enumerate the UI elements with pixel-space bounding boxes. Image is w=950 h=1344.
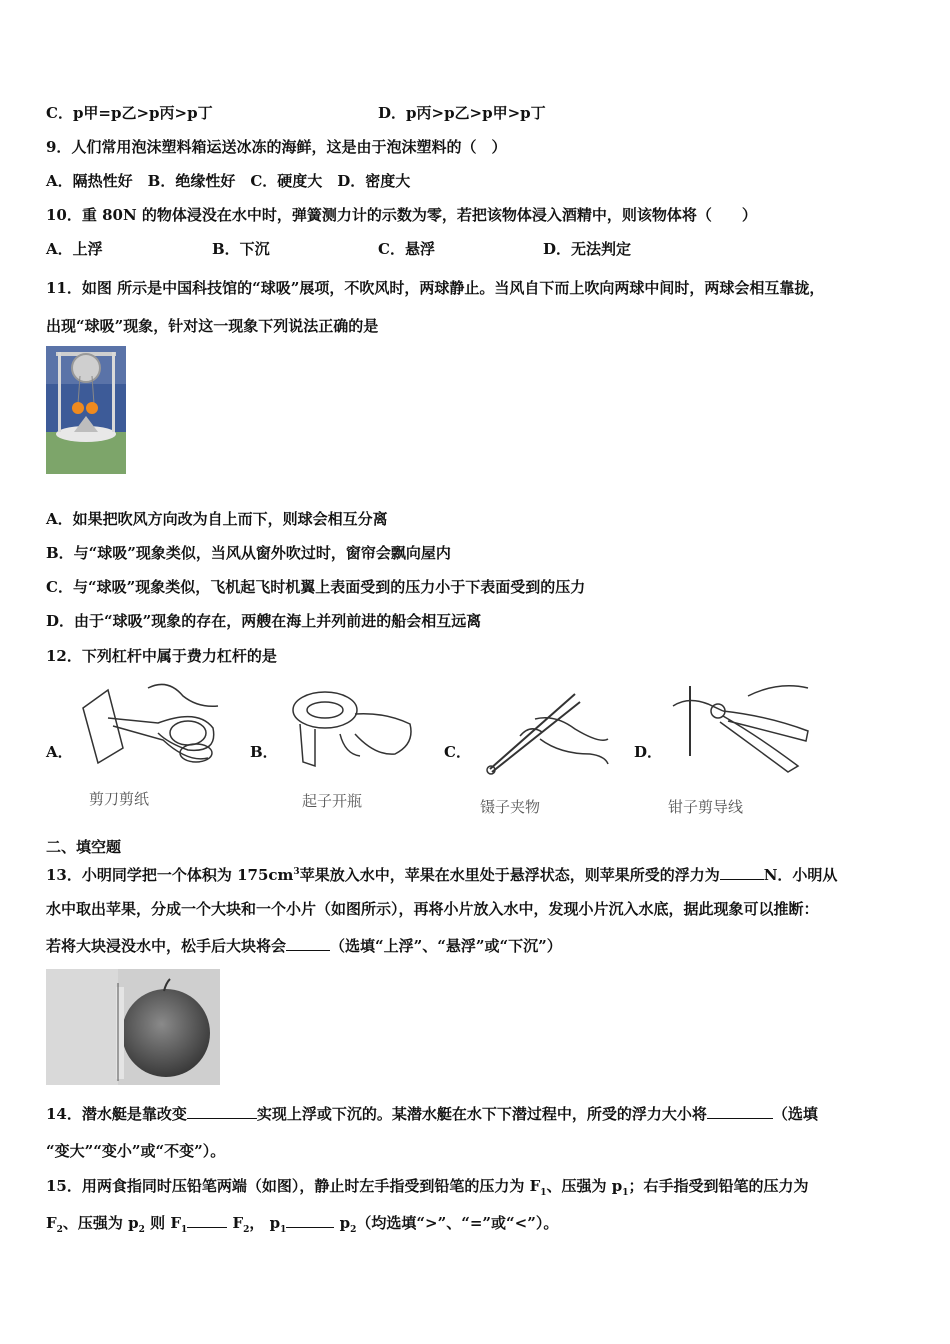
q12-caption-d: 钳子剪导线: [668, 798, 744, 816]
q9-options: A．隔热性好 B．绝缘性好 C．硬度大 D．密度大: [46, 172, 411, 190]
q13-line1: 13．小明同学把一个体积为 $175cm^3$苹果放入水中，苹果在水里处于悬浮状态，则苹果所受的浮力为 N．小明从: [46, 866, 838, 884]
q10-option-a: A．上浮: [46, 240, 103, 258]
q10-option-d: D．无法判定: [543, 240, 632, 258]
q15-line1: 15．用两食指同时压铅笔两端（如图），静止时左手指受到铅笔的压力为 $F_1$、压强为 $p_1$；右手指受到铅笔的压力为: [46, 1177, 809, 1198]
q13-line3: 若将大块浸没水中，松手后大块将会 （选填“上浮”、“悬浮”或“下沉”）: [46, 937, 562, 955]
q13-blank-buoyancy[interactable]: [720, 865, 764, 880]
q11-stem-line1: 11．如图 所示是中国科技馆的“球吸”展项，不吹风时，两球静止。当风自下而上吹向两球中间时，两球会相互靠拢，: [46, 279, 825, 297]
q14-blank-method[interactable]: [187, 1104, 257, 1119]
pliers-cutting-wire-icon: [668, 676, 816, 776]
q10-option-b: B．下沉: [212, 240, 270, 258]
q15-blank-force[interactable]: [187, 1213, 227, 1228]
q10-option-c: C．悬浮: [378, 240, 435, 258]
q10-stem: 10．重 80N 的物体浸没在水中时，弹簧测力计的示数为零，若把该物体浸入酒精中，则该物体将（ ）: [46, 206, 757, 224]
q11-option-b: B．与“球吸”现象类似，当风从窗外吹过时，窗帘会飘向屋内: [46, 544, 451, 562]
q13-line2: 水中取出苹果，分成一个大块和一个小片（如图所示），再将小片放入水中，发现小片沉入水底，据此现象可以推断：: [46, 900, 819, 918]
q14-blank-buoyancy[interactable]: [707, 1104, 773, 1119]
q12-caption-b: 起子开瓶: [302, 792, 363, 810]
q11-stem-line2: 出现“球吸”现象，针对这一现象下列说法正确的是: [46, 317, 379, 335]
q9-stem: 9．人们常用泡沫塑料箱运送冰冻的海鲜，这是由于泡沫塑料的（ ）: [46, 138, 507, 156]
ball-suction-exhibit-photo: [46, 346, 126, 474]
q12-caption-c: 镊子夹物: [480, 798, 541, 816]
q15-blank-pressure[interactable]: [286, 1213, 334, 1228]
q8-option-c: C．p甲=p乙>p丙>p丁: [46, 104, 213, 122]
q14-line1: 14．潜水艇是靠改变 实现上浮或下沉的。某潜水艇在水下下潜过程中，所受的浮力大小将 （选填: [46, 1105, 818, 1123]
q11-option-d: D．由于“球吸”现象的存在，两艘在海上并列前进的船会相互远离: [46, 612, 482, 630]
q11-option-a: A．如果把吹风方向改为自上而下，则球会相互分离: [46, 510, 388, 528]
q14-line2: “变大”“变小”或“不变”）。: [46, 1142, 226, 1160]
apple-cut-photo: [46, 969, 220, 1085]
tweezers-icon: [480, 684, 610, 776]
q12-label-a: A．: [46, 743, 73, 761]
q12-label-c: C．: [444, 743, 471, 761]
q15-line2: $F_2$、压强为 $p_2$ 则 $F_1$ $F_2$， $p_1$ $p_2$（均选填“>”、“=”或“<”）。: [46, 1214, 559, 1235]
q12-label-b: B．: [250, 743, 278, 761]
bottle-opener-icon: [285, 684, 420, 770]
q12-stem: 12．下列杠杆中属于费力杠杆的是: [46, 647, 277, 665]
q12-label-d: D．: [634, 743, 663, 761]
q11-option-c: C．与“球吸”现象类似，飞机起飞时机翼上表面受到的压力小于下表面受到的压力: [46, 578, 586, 596]
section-title-fill-in: 二、填空题: [46, 838, 122, 856]
q13-blank-state[interactable]: [286, 936, 330, 951]
q8-option-d: D．p丙>p乙>p甲>p丁: [378, 104, 546, 122]
scissors-cutting-paper-icon: [78, 678, 223, 770]
q12-caption-a: 剪刀剪纸: [89, 790, 150, 808]
